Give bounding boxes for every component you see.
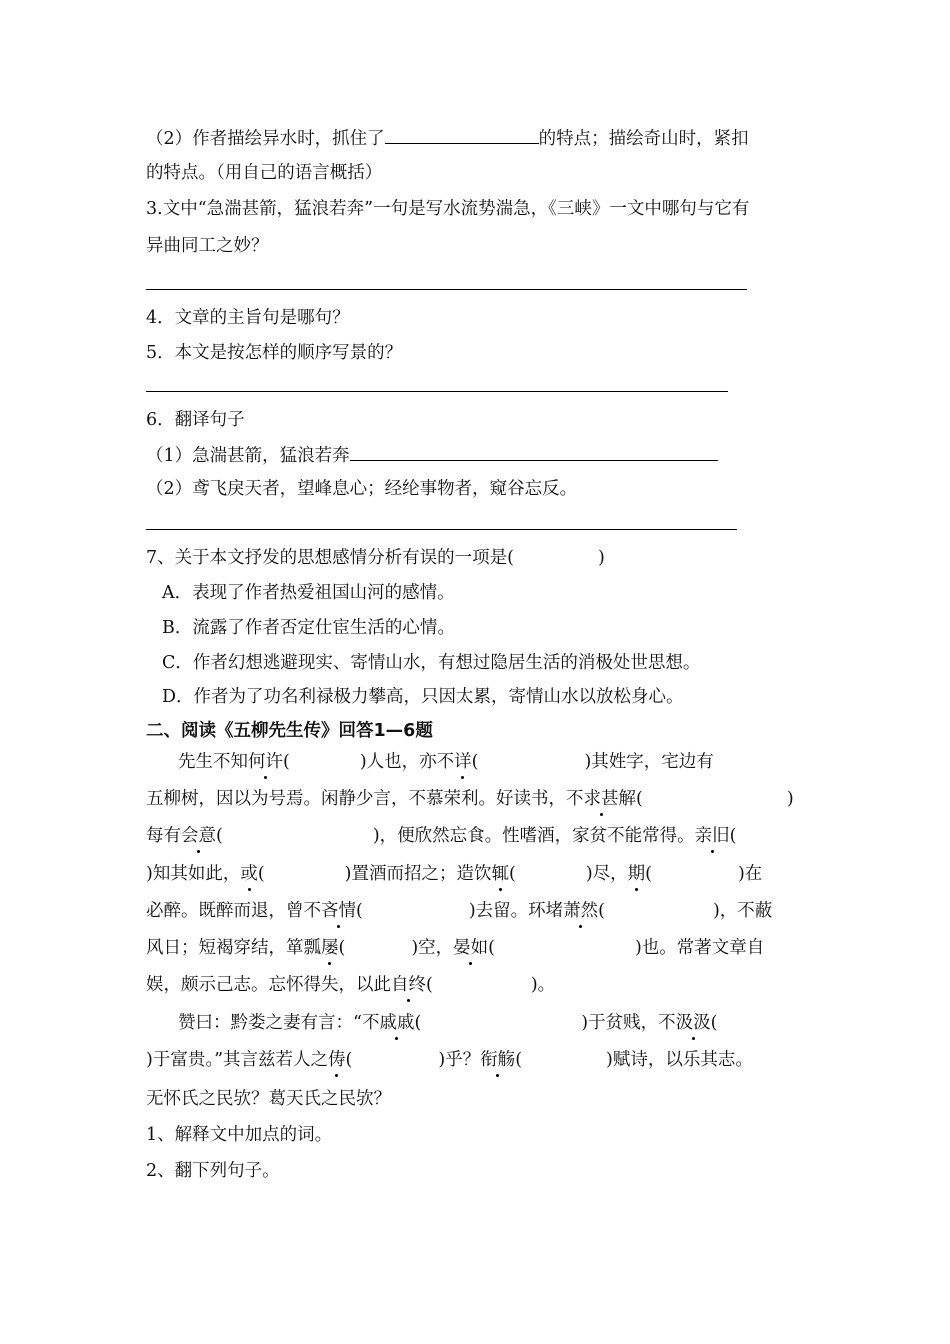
dotted-word: 详 (454, 752, 472, 772)
dotted-word: 不求甚解 (566, 789, 636, 809)
dotted-word: 晏如 (453, 938, 489, 958)
dotted-word: 何许 (248, 752, 283, 772)
q6-s1-text: （1）急湍甚箭，猛浪若奔 (146, 446, 350, 466)
section2-q2: 2、翻下列句子。 (146, 1161, 280, 1181)
dotted-word: 汲汲 (675, 1013, 711, 1033)
q7-stem-text: 7、关于本文抒发的思想感情分析有误的一项是( (146, 548, 514, 568)
q3-answer-line[interactable] (146, 289, 747, 290)
q4-text: 4．文章的主旨句是哪句？ (146, 308, 350, 328)
dotted-word: 吝情 (321, 901, 356, 921)
q3-line1: 3.文中“急湍甚箭，猛浪若奔”一句是写水流势湍急，《三峡》一文中哪句与它有 (146, 199, 750, 219)
q7-stem-close: ) (597, 548, 605, 568)
q5-text: 5．本文是按怎样的顺序写景的？ (146, 343, 403, 363)
q7-option-a: A．表现了作者热爱祖国山河的感情。 (162, 583, 455, 603)
section2-q1: 1、解释文中加点的词。 (146, 1125, 333, 1145)
passage-line-4: )知其如此，或( )置酒而招之；造饮辄( )尽，期( )在 (146, 864, 763, 884)
passage-line-5: 必醉。既醉而退，曾不吝情( )去留。环堵萧然( )，不蔽 (146, 901, 773, 921)
passage-line-2: 五柳树，因以为号焉。闲静少言，不慕荣利。好读书，不求甚解( ) (146, 789, 794, 809)
dotted-word: 期 (627, 864, 646, 884)
q7-option-d: D．作者为了功名利禄极力攀高，只因太累，寄情山水以放松身心。 (162, 687, 684, 707)
q6-s2-answer-line[interactable] (146, 529, 737, 530)
passage-line-7: 娱，颇示己志。忘怀得失，以此自终( )。 (146, 975, 556, 995)
dotted-word: 屡 (321, 938, 339, 958)
passage-line-3: 每有会意( )，便欣然忘食。性嗜酒，家贫不能常得。亲旧( (146, 826, 737, 846)
passage-line-9: )于富贵。”其言兹若人之俦( )乎？衔觞( )赋诗，以乐其志。 (146, 1050, 753, 1070)
q2-blank-1[interactable] (385, 125, 539, 144)
q2-line1 (146, 125, 749, 151)
q6-s1-line (146, 442, 718, 468)
q2-text-b: 的特点；描绘奇山时，紧扣 (538, 129, 749, 149)
q7-option-b: B．流露了作者否定仕宦生活的心情。 (162, 618, 455, 638)
q6-title: 6．翻译句子 (146, 410, 245, 430)
dotted-word: 衔觞 (480, 1050, 516, 1070)
section2-heading: 二、阅读《五柳先生传》回答1—6题 (146, 721, 433, 741)
q5-answer-line[interactable] (146, 391, 728, 392)
dotted-word: 俦 (328, 1050, 346, 1070)
passage-line-1: 先生不知何许( )人也，亦不详( )其姓字，宅边有 (178, 752, 714, 772)
dotted-word: 戚戚 (379, 1013, 415, 1033)
dotted-word: 亲旧 (694, 826, 730, 846)
dotted-word: 萧然 (563, 901, 599, 921)
dotted-word: 辄 (491, 864, 509, 884)
q2-line2: 的特点。（用自己的语言概括） (146, 163, 383, 183)
passage-line-6: 风日；短褐穿结，箪瓢屡( )空，晏如( )也。常著文章自 (146, 938, 765, 958)
q3-line2: 异曲同工之妙？ (146, 236, 269, 256)
q7-option-c: C．作者幻想逃避现实、寄情山水，有想过隐居生活的消极处世思想。 (162, 653, 701, 673)
dotted-word: 自终 (391, 975, 426, 995)
q2-text-a: （2）作者描绘异水时，抓住了 (146, 129, 385, 149)
dotted-word: 或 (240, 864, 258, 884)
q7-stem (146, 546, 605, 570)
q6-s2-text: （2）鸢飞戾天者，望峰息心；经纶事物者，窥谷忘反。 (146, 479, 578, 499)
dotted-word: 会意 (181, 826, 216, 846)
passage-line-10: 无怀氏之民欤？葛天氏之民欤？ (146, 1089, 391, 1109)
passage-line-8: 赞曰：黔娄之妻有言：“不戚戚( )于贫贱，不汲汲( (178, 1013, 718, 1033)
q6-s1-blank[interactable] (350, 442, 718, 461)
